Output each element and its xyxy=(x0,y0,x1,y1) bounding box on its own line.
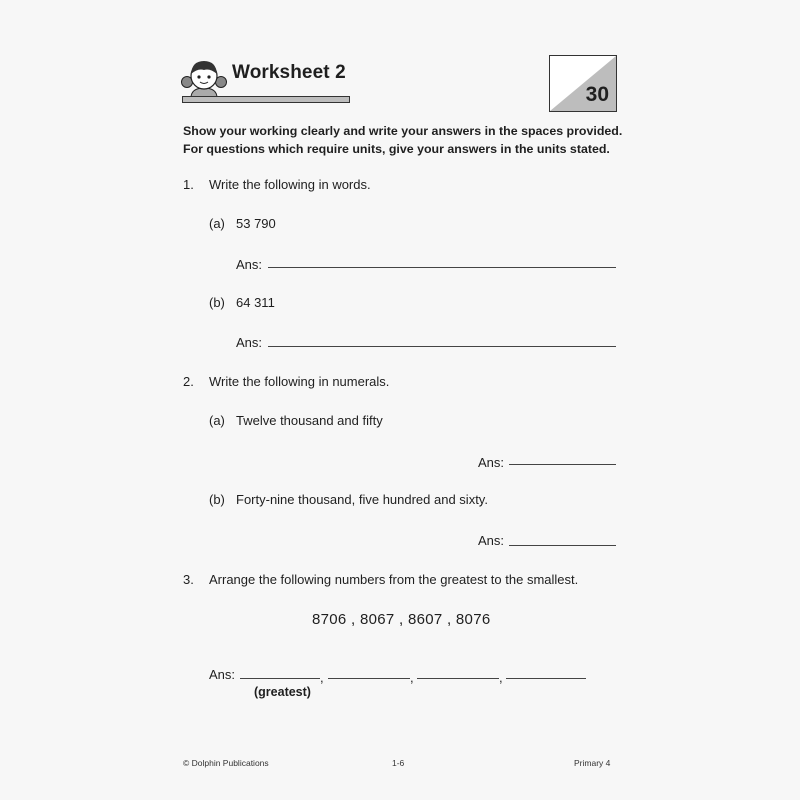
q3-text: Arrange the following numbers from the greatest to the smallest. xyxy=(209,572,579,587)
q1b-answer-line[interactable] xyxy=(268,346,616,347)
q2b-ans-label: Ans: xyxy=(478,533,505,548)
q3-ans-label: Ans: xyxy=(209,667,236,682)
q3-answer-line-3[interactable] xyxy=(417,678,499,679)
q3-comma-1: , xyxy=(320,670,324,685)
q3-number: 3. xyxy=(183,572,194,587)
instruction-line-1: Show your working clearly and write your answers in the spaces provided. xyxy=(183,124,623,138)
footer-page-number: 1-6 xyxy=(392,758,405,768)
q3-answer-line-4[interactable] xyxy=(506,678,586,679)
q1-number: 1. xyxy=(183,177,194,192)
q1a-text: 53 790 xyxy=(236,216,276,231)
q2a-ans-label: Ans: xyxy=(478,455,505,470)
q2a-answer-line[interactable] xyxy=(509,464,616,465)
q2a-label: (a) xyxy=(209,413,225,428)
title-underline-bar xyxy=(182,96,350,103)
q2b-label: (b) xyxy=(209,492,225,507)
q3-greatest-label: (greatest) xyxy=(254,685,311,699)
girl-mascot-icon xyxy=(180,52,228,100)
q2-text: Write the following in numerals. xyxy=(209,374,390,389)
q2-number: 2. xyxy=(183,374,194,389)
q1a-ans-label: Ans: xyxy=(236,257,263,272)
footer-publisher: © Dolphin Publications xyxy=(183,758,269,768)
instruction-line-2: For questions which require units, give your answers in the units stated. xyxy=(183,142,610,156)
q1b-text: 64 311 xyxy=(236,295,275,310)
q1a-answer-line[interactable] xyxy=(268,267,616,268)
q2a-text: Twelve thousand and fifty xyxy=(236,413,383,428)
q1b-ans-label: Ans: xyxy=(236,335,263,350)
q3-numbers: 8706 , 8067 , 8607 , 8076 xyxy=(312,611,491,628)
worksheet-number-box xyxy=(549,55,617,112)
footer-grade: Primary 4 xyxy=(574,758,611,768)
q2b-text: Forty-nine thousand, five hundred and sixty. xyxy=(236,492,488,507)
q2b-answer-line[interactable] xyxy=(509,545,616,546)
q1-text: Write the following in words. xyxy=(209,177,371,192)
instructions xyxy=(183,122,623,158)
q3-comma-2: , xyxy=(410,670,414,685)
q1a-label: (a) xyxy=(209,216,225,231)
worksheet-title: Worksheet 2 xyxy=(232,62,346,83)
worksheet-number: 30 xyxy=(585,83,609,106)
q1b-label: (b) xyxy=(209,295,225,310)
q3-answer-line-2[interactable] xyxy=(328,678,410,679)
q3-comma-3: , xyxy=(499,670,503,685)
q3-answer-line-1[interactable] xyxy=(240,678,320,679)
